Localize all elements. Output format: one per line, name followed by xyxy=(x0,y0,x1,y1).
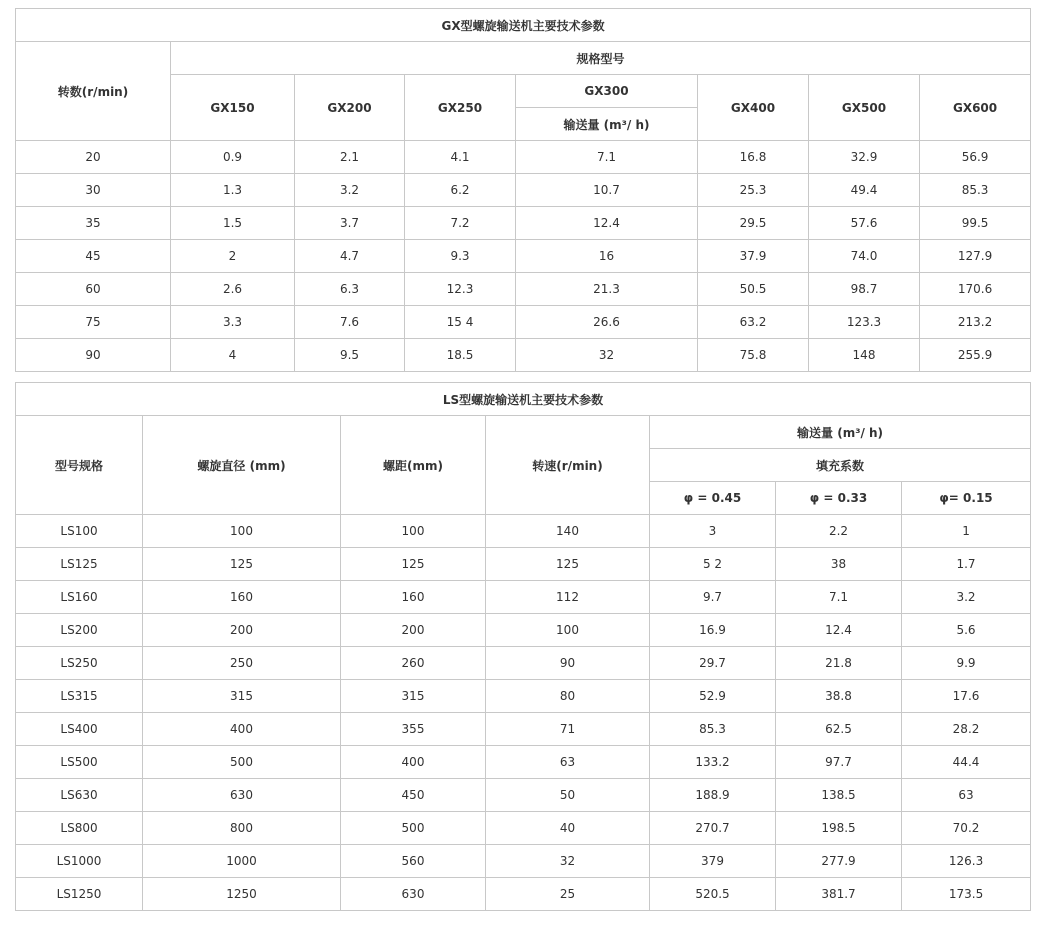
table-cell: 520.5 xyxy=(650,878,776,911)
table-cell: 379 xyxy=(650,845,776,878)
table-cell: 125 xyxy=(143,548,341,581)
table-cell: 62.5 xyxy=(776,713,902,746)
table-cell: 125 xyxy=(486,548,650,581)
ls-speed-header: 转速(r/min) xyxy=(486,416,650,515)
table-cell: 1000 xyxy=(143,845,341,878)
table-cell: 255.9 xyxy=(920,339,1031,372)
table-cell: 7.1 xyxy=(516,141,698,174)
table-cell: 63.2 xyxy=(698,306,809,339)
table-row xyxy=(16,273,1031,306)
table-cell: 213.2 xyxy=(920,306,1031,339)
table-cell: 800 xyxy=(143,812,341,845)
ls-spec-table xyxy=(15,382,1031,911)
ls-fill-header: 填充系数 xyxy=(650,449,1031,482)
table-cell: 270.7 xyxy=(650,812,776,845)
table-cell: 70.2 xyxy=(902,812,1031,845)
gx-model-header: GX600 xyxy=(920,75,1031,141)
table-cell: 200 xyxy=(143,614,341,647)
table-cell: 44.4 xyxy=(902,746,1031,779)
table-cell: LS400 xyxy=(16,713,143,746)
table-cell: 200 xyxy=(341,614,486,647)
table-cell: 25.3 xyxy=(698,174,809,207)
table-cell: 4 xyxy=(171,339,295,372)
table-cell: 25 xyxy=(486,878,650,911)
table-cell: 1.5 xyxy=(171,207,295,240)
table-cell: 630 xyxy=(341,878,486,911)
table-cell: 1.3 xyxy=(171,174,295,207)
table-cell: 560 xyxy=(341,845,486,878)
table-cell: 277.9 xyxy=(776,845,902,878)
table-cell: 63 xyxy=(486,746,650,779)
table-cell: 5.6 xyxy=(902,614,1031,647)
table-cell: 9.5 xyxy=(295,339,405,372)
table-cell: 140 xyxy=(486,515,650,548)
table-row xyxy=(16,647,1031,680)
table-cell: LS315 xyxy=(16,680,143,713)
table-cell: 160 xyxy=(143,581,341,614)
table-cell: 6.2 xyxy=(405,174,516,207)
table-cell: LS100 xyxy=(16,515,143,548)
ls-phi-header: φ= 0.15 xyxy=(902,482,1031,515)
table-cell: 60 xyxy=(16,273,171,306)
table-cell: 170.6 xyxy=(920,273,1031,306)
table-cell: LS200 xyxy=(16,614,143,647)
table-cell: 127.9 xyxy=(920,240,1031,273)
table-cell: 260 xyxy=(341,647,486,680)
table-cell: 80 xyxy=(486,680,650,713)
table-cell: 85.3 xyxy=(920,174,1031,207)
table-cell: 12.4 xyxy=(776,614,902,647)
table-row xyxy=(16,339,1031,372)
table-cell: LS1250 xyxy=(16,878,143,911)
table-cell: 4.7 xyxy=(295,240,405,273)
table-cell: 74.0 xyxy=(809,240,920,273)
table-cell: LS800 xyxy=(16,812,143,845)
table-cell: 6.3 xyxy=(295,273,405,306)
table-cell: 1 xyxy=(902,515,1031,548)
table-cell: 133.2 xyxy=(650,746,776,779)
table-cell: 2 xyxy=(171,240,295,273)
table-cell: 3.7 xyxy=(295,207,405,240)
table-row xyxy=(16,548,1031,581)
table-cell: LS630 xyxy=(16,779,143,812)
table-cell: 21.8 xyxy=(776,647,902,680)
table-cell: 100 xyxy=(143,515,341,548)
table-cell: 75 xyxy=(16,306,171,339)
table-cell: 100 xyxy=(341,515,486,548)
table-cell: 85.3 xyxy=(650,713,776,746)
table-row xyxy=(16,713,1031,746)
table-cell: 90 xyxy=(486,647,650,680)
table-cell: 28.2 xyxy=(902,713,1031,746)
table-cell: 49.4 xyxy=(809,174,920,207)
table-cell: LS500 xyxy=(16,746,143,779)
table-cell: 9.3 xyxy=(405,240,516,273)
table-cell: 126.3 xyxy=(902,845,1031,878)
table-cell: 381.7 xyxy=(776,878,902,911)
table-cell: 3 xyxy=(650,515,776,548)
table-row xyxy=(16,845,1031,878)
table-row xyxy=(16,141,1031,174)
table-row xyxy=(16,812,1031,845)
table-row xyxy=(16,207,1031,240)
table-cell: 630 xyxy=(143,779,341,812)
table-cell: 38 xyxy=(776,548,902,581)
table-cell: 99.5 xyxy=(920,207,1031,240)
table-cell: 50.5 xyxy=(698,273,809,306)
ls-table-title: LS型螺旋输送机主要技术参数 xyxy=(16,383,1031,416)
gx-flow-header: 输送量 (m³/ h) xyxy=(516,108,698,141)
ls-flow-header: 输送量 (m³/ h) xyxy=(650,416,1031,449)
table-cell: 52.9 xyxy=(650,680,776,713)
table-cell: 315 xyxy=(341,680,486,713)
gx-model-header: GX500 xyxy=(809,75,920,141)
table-cell: 17.6 xyxy=(902,680,1031,713)
table-cell: 56.9 xyxy=(920,141,1031,174)
table-cell: 32 xyxy=(516,339,698,372)
table-cell: 35 xyxy=(16,207,171,240)
table-row xyxy=(16,746,1031,779)
table-cell: 20 xyxy=(16,141,171,174)
ls-phi-header: φ = 0.45 xyxy=(650,482,776,515)
table-cell: LS125 xyxy=(16,548,143,581)
table-cell: 500 xyxy=(341,812,486,845)
table-row xyxy=(16,515,1031,548)
table-cell: 26.6 xyxy=(516,306,698,339)
table-cell: 173.5 xyxy=(902,878,1031,911)
table-cell: 500 xyxy=(143,746,341,779)
ls-model-header: 型号规格 xyxy=(16,416,143,515)
gx-spec-table xyxy=(15,8,1031,372)
table-row xyxy=(16,240,1031,273)
gx-model-header: GX250 xyxy=(405,75,516,141)
table-cell: 71 xyxy=(486,713,650,746)
table-row xyxy=(16,878,1031,911)
table-cell: 37.9 xyxy=(698,240,809,273)
table-cell: 98.7 xyxy=(809,273,920,306)
gx-table-title: GX型螺旋输送机主要技术参数 xyxy=(16,9,1031,42)
table-cell: 4.1 xyxy=(405,141,516,174)
table-cell: LS1000 xyxy=(16,845,143,878)
table-cell: 9.9 xyxy=(902,647,1031,680)
table-row xyxy=(16,581,1031,614)
table-row xyxy=(16,614,1031,647)
table-cell: 250 xyxy=(143,647,341,680)
table-cell: 32.9 xyxy=(809,141,920,174)
table-cell: 7.1 xyxy=(776,581,902,614)
table-cell: LS160 xyxy=(16,581,143,614)
table-cell: 40 xyxy=(486,812,650,845)
table-cell: 30 xyxy=(16,174,171,207)
table-cell: 1.7 xyxy=(902,548,1031,581)
table-cell: 125 xyxy=(341,548,486,581)
table-cell: 188.9 xyxy=(650,779,776,812)
table-cell: 138.5 xyxy=(776,779,902,812)
ls-pitch-header: 螺距(mm) xyxy=(341,416,486,515)
table-cell: 112 xyxy=(486,581,650,614)
table-cell: 450 xyxy=(341,779,486,812)
table-cell: 21.3 xyxy=(516,273,698,306)
table-row xyxy=(16,306,1031,339)
table-cell: 29.5 xyxy=(698,207,809,240)
table-cell: 123.3 xyxy=(809,306,920,339)
gx-speed-header: 转数(r/min) xyxy=(16,42,171,141)
gx-model-header: GX300 xyxy=(516,75,698,108)
table-cell: 400 xyxy=(341,746,486,779)
table-cell: LS250 xyxy=(16,647,143,680)
table-cell: 100 xyxy=(486,614,650,647)
table-cell: 5 2 xyxy=(650,548,776,581)
gx-model-header: GX150 xyxy=(171,75,295,141)
table-cell: 75.8 xyxy=(698,339,809,372)
table-cell: 12.4 xyxy=(516,207,698,240)
table-cell: 9.7 xyxy=(650,581,776,614)
table-row xyxy=(16,680,1031,713)
table-cell: 32 xyxy=(486,845,650,878)
table-cell: 2.6 xyxy=(171,273,295,306)
table-cell: 29.7 xyxy=(650,647,776,680)
table-cell: 2.1 xyxy=(295,141,405,174)
table-cell: 15 4 xyxy=(405,306,516,339)
ls-diameter-header: 螺旋直径 (mm) xyxy=(143,416,341,515)
table-cell: 2.2 xyxy=(776,515,902,548)
table-cell: 38.8 xyxy=(776,680,902,713)
table-cell: 0.9 xyxy=(171,141,295,174)
table-row xyxy=(16,779,1031,812)
gx-spec-header: 规格型号 xyxy=(171,42,1031,75)
table-cell: 3.2 xyxy=(295,174,405,207)
gx-model-header: GX200 xyxy=(295,75,405,141)
table-cell: 50 xyxy=(486,779,650,812)
table-cell: 355 xyxy=(341,713,486,746)
table-cell: 45 xyxy=(16,240,171,273)
table-cell: 16.8 xyxy=(698,141,809,174)
gx-model-header: GX400 xyxy=(698,75,809,141)
table-cell: 3.2 xyxy=(902,581,1031,614)
table-cell: 18.5 xyxy=(405,339,516,372)
table-cell: 1250 xyxy=(143,878,341,911)
table-cell: 7.6 xyxy=(295,306,405,339)
table-cell: 97.7 xyxy=(776,746,902,779)
table-cell: 400 xyxy=(143,713,341,746)
table-row xyxy=(16,174,1031,207)
table-cell: 7.2 xyxy=(405,207,516,240)
table-cell: 12.3 xyxy=(405,273,516,306)
table-cell: 3.3 xyxy=(171,306,295,339)
table-cell: 148 xyxy=(809,339,920,372)
table-cell: 198.5 xyxy=(776,812,902,845)
ls-phi-header: φ = 0.33 xyxy=(776,482,902,515)
table-cell: 57.6 xyxy=(809,207,920,240)
table-cell: 63 xyxy=(902,779,1031,812)
table-cell: 10.7 xyxy=(516,174,698,207)
table-cell: 315 xyxy=(143,680,341,713)
table-cell: 160 xyxy=(341,581,486,614)
table-cell: 16.9 xyxy=(650,614,776,647)
table-cell: 90 xyxy=(16,339,171,372)
table-cell: 16 xyxy=(516,240,698,273)
